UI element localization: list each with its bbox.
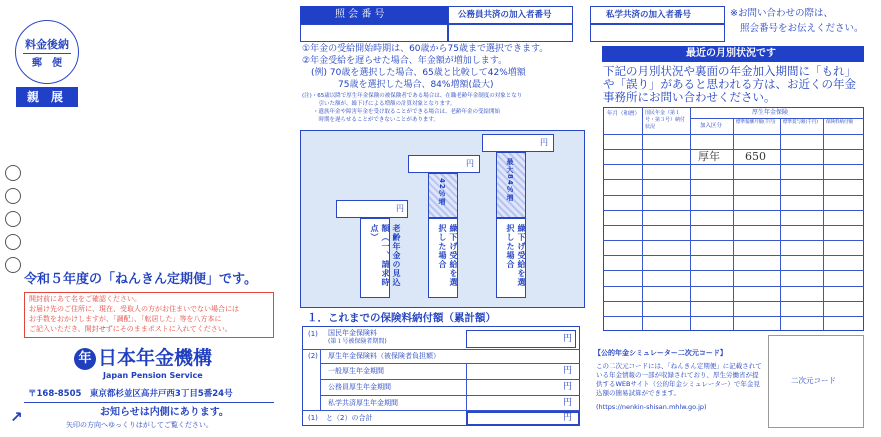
qr-label: 二次元コード — [791, 376, 836, 385]
monthly-row-line — [603, 316, 864, 317]
row-label: と（2）の合計 — [326, 414, 373, 422]
sim-title: 【公的年金シミュレーター二次元コード】 — [594, 349, 727, 357]
stamp-line2: 郵 便 — [32, 58, 62, 69]
amount-cell — [466, 330, 576, 348]
punch-hole — [5, 257, 21, 273]
bar-75-label: 繰下げ受給を選択した場合 — [506, 224, 526, 287]
sim-text: この二次元コードには、「ねんきん定期便」に記載されている年金情報の一部が収録されており、厚生労働省が提供するWEBサイト（公的年金シミュレーター）で年金見込額の簡易試算ができます。 — [596, 362, 762, 397]
yen-unit: 円 — [563, 334, 573, 344]
notice-line: ご記入いただき、開封せずにそのままポストに入れてください。 — [29, 325, 232, 333]
note-line: 時期を遅らせることができないことがあります。 — [302, 117, 439, 123]
info-line: ②年金受給を遅らせた場合、年金額が増加します。 — [302, 56, 508, 66]
punch-hole — [5, 234, 21, 250]
bar-70-badge: 42％増 — [438, 178, 446, 206]
sim-url: (https://nenkin-shisan.mhlw.go.jp) — [596, 403, 707, 411]
monthly-row-line — [603, 240, 864, 241]
info-line: 75歳を選択した場合、84%増額(最大) — [302, 80, 494, 90]
shokai-number-text: 照 会 番 号 — [335, 9, 385, 20]
handwritten-gessu: 650 — [745, 150, 766, 163]
yen-unit: 円 — [563, 366, 573, 376]
shokai-number-field — [300, 24, 448, 42]
yen-1: 円 — [396, 204, 404, 213]
row-no: (2) — [308, 352, 318, 360]
monthly-row-line — [603, 255, 864, 256]
monthly-desc: 下記の月別状況や裏面の年金加入期間に「もれ」や「誤り」があると思われる方は、お近くの年金事務所にお問い合わせください。 — [603, 64, 856, 104]
yen-unit: 円 — [563, 382, 573, 392]
kouin-number-field — [448, 24, 573, 42]
row-label: 私学共済厚生年金期間 — [328, 399, 398, 407]
yen-unit: 円 — [563, 413, 573, 423]
col-hokenryo: 保険料納付額 — [826, 120, 853, 125]
punch-hole — [5, 211, 21, 227]
bar-70-label: 繰下げ受給を選択した場合 — [438, 224, 458, 287]
col-kokumin: 国民年金（第１号・第３号）納付状況 — [645, 110, 686, 130]
monthly-row-line — [603, 195, 864, 196]
jps-logo-icon: 年 — [74, 348, 96, 370]
notice-line: 開封前にあて名をご確認ください。 — [29, 295, 141, 303]
punch-hole — [5, 165, 21, 181]
peel-arrow-icon: ↗ — [10, 408, 23, 426]
monthly-row-line — [603, 210, 864, 211]
monthly-title: 最近の月別状況です — [686, 48, 776, 59]
info-line: ①年金の受給開始時期は、60歳から75歳まで選択できます。 — [302, 44, 549, 54]
row-no: (1) — [308, 414, 318, 422]
stamp-line1: 料金後納 — [25, 38, 69, 51]
inside-subnotice: 矢印の方向へゆっくりはがしてご覧ください。 — [66, 421, 213, 429]
row-label: 公務員厚生年金期間 — [328, 383, 391, 391]
org-address: 〒168-8505 東京都杉並区高井戸西3丁目5番24号 — [28, 389, 233, 399]
notice-line: お届け先のご住所に、現在、受取人の方がお住まいでない場合には — [29, 305, 239, 313]
postage-stamp — [15, 20, 79, 84]
shinten-text: 親 展 — [27, 90, 64, 104]
row-label: 厚生年金保険料（被保険者負担額） — [328, 352, 440, 360]
monthly-row-line — [603, 286, 864, 287]
yen-3: 円 — [540, 138, 548, 147]
monthly-row-line — [603, 270, 864, 271]
yen-2: 円 — [466, 159, 474, 168]
yen-unit: 円 — [563, 398, 573, 408]
col-kanyu: 加入区分 — [700, 123, 723, 129]
col-year: 年月（和暦） — [607, 111, 641, 117]
row-label: 一般厚生年金期間 — [328, 367, 384, 375]
notice-line: お手数をおかけしますが、「調配」、「転居した」等を八方本に — [29, 315, 222, 323]
notice-box — [24, 292, 274, 338]
note-line: ・遺族年金や障害年金を受け取ることができる場合は、老齢年金の受給開始 — [302, 109, 501, 115]
note-line: 引いた額が、繰下げによる増額の計算対象となります。 — [302, 101, 456, 107]
premium-title: １．これまでの保険料納付額（累計額） — [307, 312, 496, 324]
org-name: 日本年金機構 — [98, 347, 213, 369]
col-hyojun-gessu: 標準報酬月額(千円) — [736, 120, 776, 125]
monthly-row-line — [603, 164, 864, 165]
monthly-row-line — [603, 301, 864, 302]
info-line: (例) 70歳を選択した場合、65歳と比較して42%増額 — [302, 68, 526, 78]
bar-75-badge: 最大84％増 — [506, 158, 514, 202]
bar-65-label: 老齢年金の見込額（一、請求時点） — [370, 224, 401, 287]
monthly-row-line — [603, 179, 864, 180]
kouin-number-text: 公務員共済の加入者番号 — [458, 10, 552, 20]
headline: 令和５年度の「ねんきん定期便」です。 — [24, 272, 257, 287]
row-sub: (第１号被保険者期間) — [328, 338, 387, 345]
punch-hole — [5, 188, 21, 204]
shigaku-number-field — [590, 24, 725, 42]
org-name-en: Japan Pension Service — [103, 371, 203, 380]
row-no: (1) — [308, 330, 318, 338]
shigaku-number-text: 私学共済の加入者番号 — [606, 10, 692, 20]
inquiry-note-2: 照会番号をお伝えください。 — [740, 23, 864, 34]
row-label: 国民年金保険料 — [328, 329, 377, 337]
inside-notice: お知らせは内側にあります。 — [100, 407, 229, 418]
monthly-row-line — [603, 149, 864, 150]
col-hyojun-shoyo: 標準賞与額(千円) — [783, 120, 819, 125]
col-kosei: 厚生年金保険 — [752, 109, 789, 116]
monthly-row-line — [603, 225, 864, 226]
note-line: (注)・65歳以降で厚生年金保険の被保険者である場合は、在職老齢年金制度の対象となり — [302, 93, 523, 99]
inquiry-note-1: ※お問い合わせの際は、 — [730, 8, 833, 19]
handwritten-kanyu: 厚年 — [698, 150, 720, 163]
